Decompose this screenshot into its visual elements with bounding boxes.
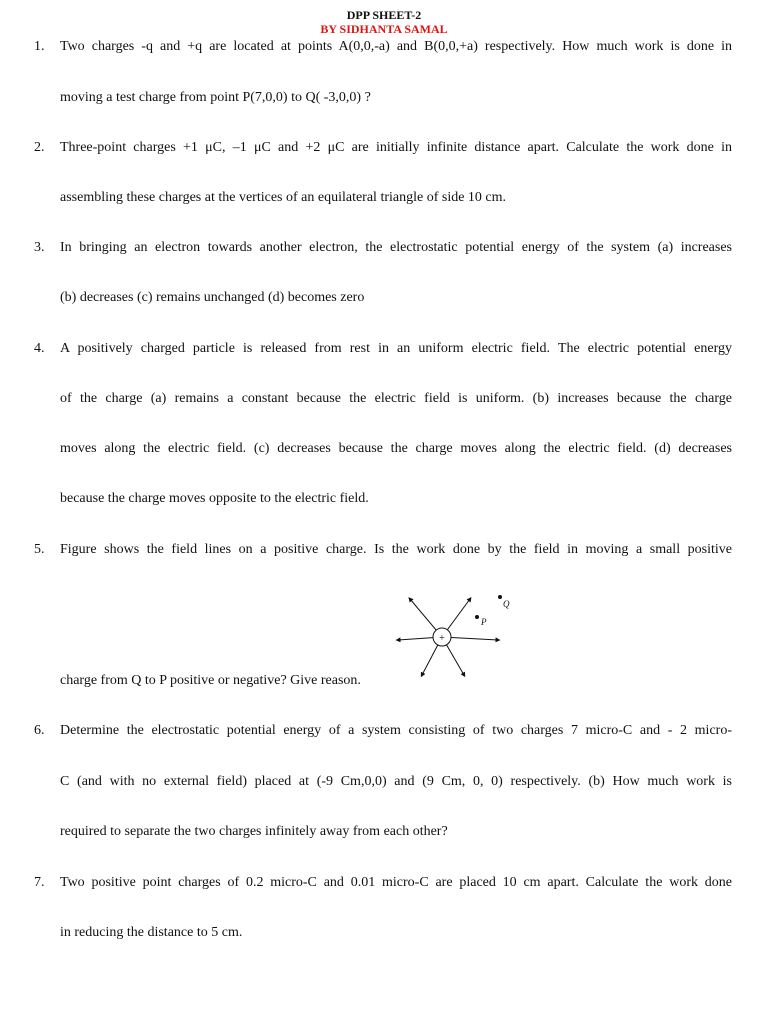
sheet-title: DPP SHEET-2 [346,8,422,22]
point-q-label: Q [503,599,510,609]
question-text-line: In bringing an electron towards another electron, the electrostatic potential energy of the system (a) increases [60,240,732,255]
question-text-line: moves along the electric field. (c) decreases because the charge moves along the electric field. (d) decreases [60,441,732,456]
question-text-line: Determine the electrostatic potential energy of a system consisting of two charges 7 micro-C and - 2 micro- [60,723,732,738]
point-p-dot [475,615,479,619]
charge-symbol: + [439,633,445,644]
question-number: 7. [34,875,45,890]
question-text-line: required to separate the two charges infinitely away from each other? [60,824,448,839]
question-text-line: in reducing the distance to 5 cm. [60,925,243,940]
question-text-line: assembling these charges at the vertices of an equilateral triangle of side 10 cm. [60,190,507,205]
question-text-line: Two positive point charges of 0.2 micro-C and 0.01 micro-C are placed 10 cm apart. Calculate the work done [60,875,732,890]
question-number: 5. [34,542,45,557]
question-text-line: C (and with no external field) placed at (-9 Cm,0,0) and (9 Cm, 0, 0) respectively. (b) How much work is [60,774,732,789]
question-text-line: (b) decreases (c) remains unchanged (d) becomes zero [60,290,365,305]
question-text-line: moving a test charge from point P(7,0,0) to Q( -3,0,0) ? [60,90,371,105]
question-text-line: Two charges -q and +q are located at points A(0,0,-a) and B(0,0,+a) respectively. How much work is done in [60,39,732,54]
question-number: 6. [34,723,45,738]
question-text-line: A positively charged particle is released from rest in an uniform electric field. The electric potential energy [60,341,732,356]
point-q-dot [498,595,502,599]
question-number: 3. [34,240,45,255]
question-number: 4. [34,341,45,356]
point-p-label: P [481,617,487,627]
author-line: BY SIDHANTA SAMAL [320,22,448,36]
question-text-line: charge from Q to P positive or negative? Give reason. [60,673,361,688]
field-lines-figure [390,585,520,685]
question-text-line: because the charge moves opposite to the electric field. [60,491,369,506]
question-text-line: Three-point charges +1 μC, –1 μC and +2 μC are initially infinite distance apart. Calculate the work done in [60,140,732,155]
question-number: 1. [34,39,45,54]
question-number: 2. [34,140,45,155]
question-text-line: of the charge (a) remains a constant because the electric field is uniform. (b) increases because the charge [60,391,732,406]
question-text-line: Figure shows the field lines on a positive charge. Is the work done by the field in moving a small positive [60,542,732,557]
